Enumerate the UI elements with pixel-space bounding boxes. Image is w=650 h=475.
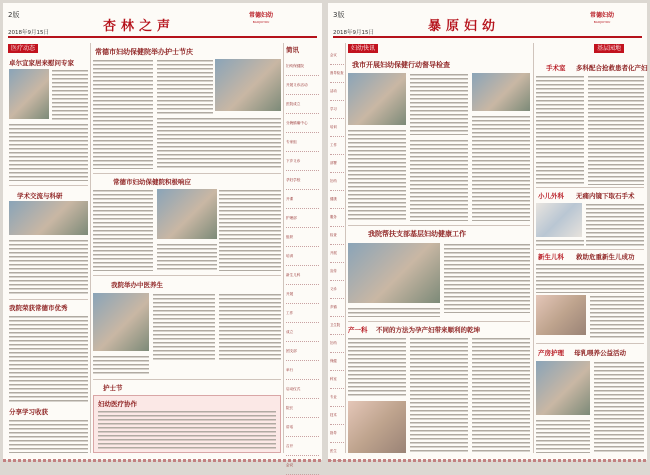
article-text (93, 59, 153, 169)
article-text (410, 337, 468, 453)
header-rule (8, 36, 317, 38)
right-page (328, 3, 647, 460)
headline: 多科配合抢救患者化产妇 (576, 64, 648, 72)
sidebar-brief-line: 护理部 (286, 209, 319, 228)
article-text (157, 59, 213, 115)
article-text (9, 419, 88, 453)
sidebar-brief-line: 培训 (286, 247, 319, 266)
sidebar-brief-line: 专家组 (286, 133, 319, 152)
article-text (157, 243, 217, 271)
article-text (472, 337, 530, 453)
department-label: 产房护理 (538, 349, 564, 357)
article-text (93, 355, 149, 375)
article-text (9, 239, 88, 295)
department-label: 新生儿科 (538, 253, 564, 261)
divider (536, 187, 644, 188)
sidebar-brief-line: 开展 (286, 285, 319, 304)
sidebar-brief-line: 培训 (330, 119, 344, 137)
sidebar-brief-line: 举行 (286, 361, 319, 380)
news-photo (472, 73, 530, 111)
headline: 救助危重新生儿成功 (576, 253, 635, 261)
sidebar-brief-line: 工作 (286, 304, 319, 323)
article-text (590, 295, 644, 339)
page-number: 3版 (333, 11, 345, 19)
divider (9, 185, 88, 186)
headline: 分享学习收获 (9, 408, 48, 416)
headline: 我市开展妇幼保健行动督导检查 (352, 60, 450, 69)
article-text (93, 189, 153, 271)
sidebar-brief-line: 召开 (286, 437, 319, 456)
page-edge (328, 459, 647, 462)
issue-date: 2018年9月15日 (333, 30, 374, 36)
column-divider (90, 43, 91, 453)
sidebar-brief-line: 保健 (330, 353, 344, 371)
sidebar-brief-line: 团支部 (286, 342, 319, 361)
headline: 学术交流与科研 (17, 192, 63, 200)
divider (93, 379, 281, 380)
sidebar-brief-line: 指导 (330, 425, 344, 443)
news-photo (9, 69, 49, 119)
sidebar-brief-line: 院长 (286, 399, 319, 418)
sidebar-brief-line: 会议 (286, 456, 319, 475)
section-tag: 妇幼快讯 (348, 44, 378, 53)
sidebar-brief-line: 义诊 (330, 281, 344, 299)
left-page (3, 3, 322, 467)
column-divider (533, 43, 534, 453)
sidebar-brief-line: 医院成立 (286, 95, 319, 114)
divider (9, 299, 88, 300)
sidebar-brief-line: 健康 (330, 191, 344, 209)
sidebar-brief-line: 学习 (330, 101, 344, 119)
divider (93, 275, 281, 276)
headline: 我院举办中医养生 (111, 281, 163, 289)
article-text (472, 115, 530, 221)
sidebar-brief-line: 乡镇 (330, 299, 344, 317)
page-edge (3, 459, 322, 462)
divider (93, 173, 281, 174)
sidebar-brief-line: 工作 (330, 137, 344, 155)
sidebar-brief-line: 活动 (330, 83, 344, 101)
headline: 不同的方法为孕产妇带来顺利的乾坤 (376, 326, 480, 334)
sidebar-brief-line: 会议 (330, 47, 344, 65)
headline: 无痛内镜下取石手术 (576, 192, 635, 200)
article-text (153, 293, 215, 361)
page-number: 2版 (8, 11, 20, 19)
headline: 母乳喂养公益活动 (574, 349, 626, 357)
column-divider (283, 43, 284, 453)
news-photo (536, 295, 586, 335)
headline: 我院荣获常德市优秀 (9, 304, 68, 312)
article-text (219, 293, 281, 361)
brand-subtitle: BAOJIUYOU (593, 20, 611, 24)
brand-name: 常德妇幼 (249, 12, 274, 19)
sidebar-brief-line: 开课 (286, 190, 319, 209)
sidebar-brief-line: 孕妇学校 (286, 171, 319, 190)
sidebar-brief-line: 检查 (330, 227, 344, 245)
sidebar-brief-line: 分娩镇痛中心 (286, 114, 319, 133)
issue-date: 2018年9月15日 (8, 30, 49, 36)
article-text (9, 315, 88, 403)
news-photo (348, 73, 406, 125)
sidebar-brief-line: 妇幼 (330, 335, 344, 353)
article-text (444, 243, 530, 313)
article-text (536, 263, 644, 293)
article-text (586, 203, 644, 247)
news-photo (536, 361, 590, 415)
news-photo (9, 201, 88, 235)
article-text (594, 361, 644, 453)
sidebar-title: 简讯 (286, 46, 299, 54)
brand-name: 常德妇幼 (590, 12, 615, 19)
article-text (348, 337, 406, 397)
brand-logo (249, 12, 273, 26)
sidebar-brief-line: 服务 (330, 209, 344, 227)
sidebar-brief-line: 宣传 (330, 263, 344, 281)
sidebar-brief-line: 技术 (330, 407, 344, 425)
article-text (52, 69, 88, 121)
article-text (410, 73, 468, 135)
sidebar-brief-line: 卫生院 (330, 317, 344, 335)
page-header (3, 3, 322, 41)
headline: 妇幼医疗协作 (98, 400, 137, 408)
headline: 常德市妇幼保健院积极响应 (113, 178, 191, 186)
brand-subtitle: BAOJIUYOU (252, 20, 270, 24)
sidebar-brief-line: 开展 (330, 245, 344, 263)
sidebar-brief-line: 专业 (330, 389, 344, 407)
section-tag: 基层园地 (594, 44, 624, 53)
article-text (410, 139, 468, 221)
article-text (536, 419, 590, 453)
headline: 卓尔宜家居来慰问专家 (9, 59, 74, 67)
sidebar-brief-line: 讲话 (286, 418, 319, 437)
sidebar-briefs (330, 47, 344, 461)
article-text (98, 410, 276, 450)
divider (348, 321, 530, 322)
divider (536, 249, 644, 250)
sidebar-brief-line: 成立 (286, 323, 319, 342)
article-text (219, 189, 281, 271)
news-photo (93, 293, 149, 351)
divider (536, 343, 644, 344)
article-text (348, 129, 406, 221)
section-tag: 医疗动态 (8, 44, 38, 53)
article-text (348, 307, 440, 317)
sidebar-brief-line: 新生儿科 (286, 266, 319, 285)
column-title: 暴原妇幼 (428, 19, 501, 34)
sidebar-brief-line: 部署 (330, 155, 344, 173)
sidebar-brief-line: 督导检查 (330, 65, 344, 83)
sidebar-brief-line: 妇幼保健院 (286, 57, 319, 76)
page-header (328, 3, 647, 41)
sidebar-brief-line: 下乡义诊 (286, 152, 319, 171)
article-text (536, 239, 584, 247)
article-text (588, 75, 644, 185)
divider (348, 225, 530, 226)
article-text (536, 75, 584, 159)
sidebar-brief-line: 组织 (286, 228, 319, 247)
sidebar-brief-line: 开展义诊活动 (286, 76, 319, 95)
headline: 我院帮扶支部基层妇幼健康工作 (368, 229, 466, 238)
sidebar-briefs (286, 57, 319, 475)
article-text (536, 161, 584, 185)
headline: 护士节 (103, 384, 123, 392)
column-divider (345, 43, 346, 453)
headline: 常德市妇幼保健院举办护士节庆 (95, 47, 193, 56)
department-label: 小儿外科 (538, 192, 564, 200)
highlight-box (93, 395, 281, 453)
news-photo (157, 189, 217, 239)
article-text (9, 123, 88, 181)
department-label: 产一科 (348, 326, 368, 334)
news-photo (348, 243, 440, 303)
column-title: 杏林之声 (103, 19, 176, 34)
department-label: 手术室 (546, 64, 566, 72)
brand-logo (590, 12, 614, 26)
article-text (157, 117, 281, 169)
news-photo (215, 59, 281, 111)
sidebar-brief-line: 医生 (330, 443, 344, 461)
sidebar-brief-line: 科室 (330, 371, 344, 389)
sidebar-brief-line: 妇幼 (330, 173, 344, 191)
sidebar-brief-line: 启动仪式 (286, 380, 319, 399)
header-rule (333, 36, 642, 38)
news-photo (348, 401, 406, 453)
news-photo (536, 203, 582, 237)
